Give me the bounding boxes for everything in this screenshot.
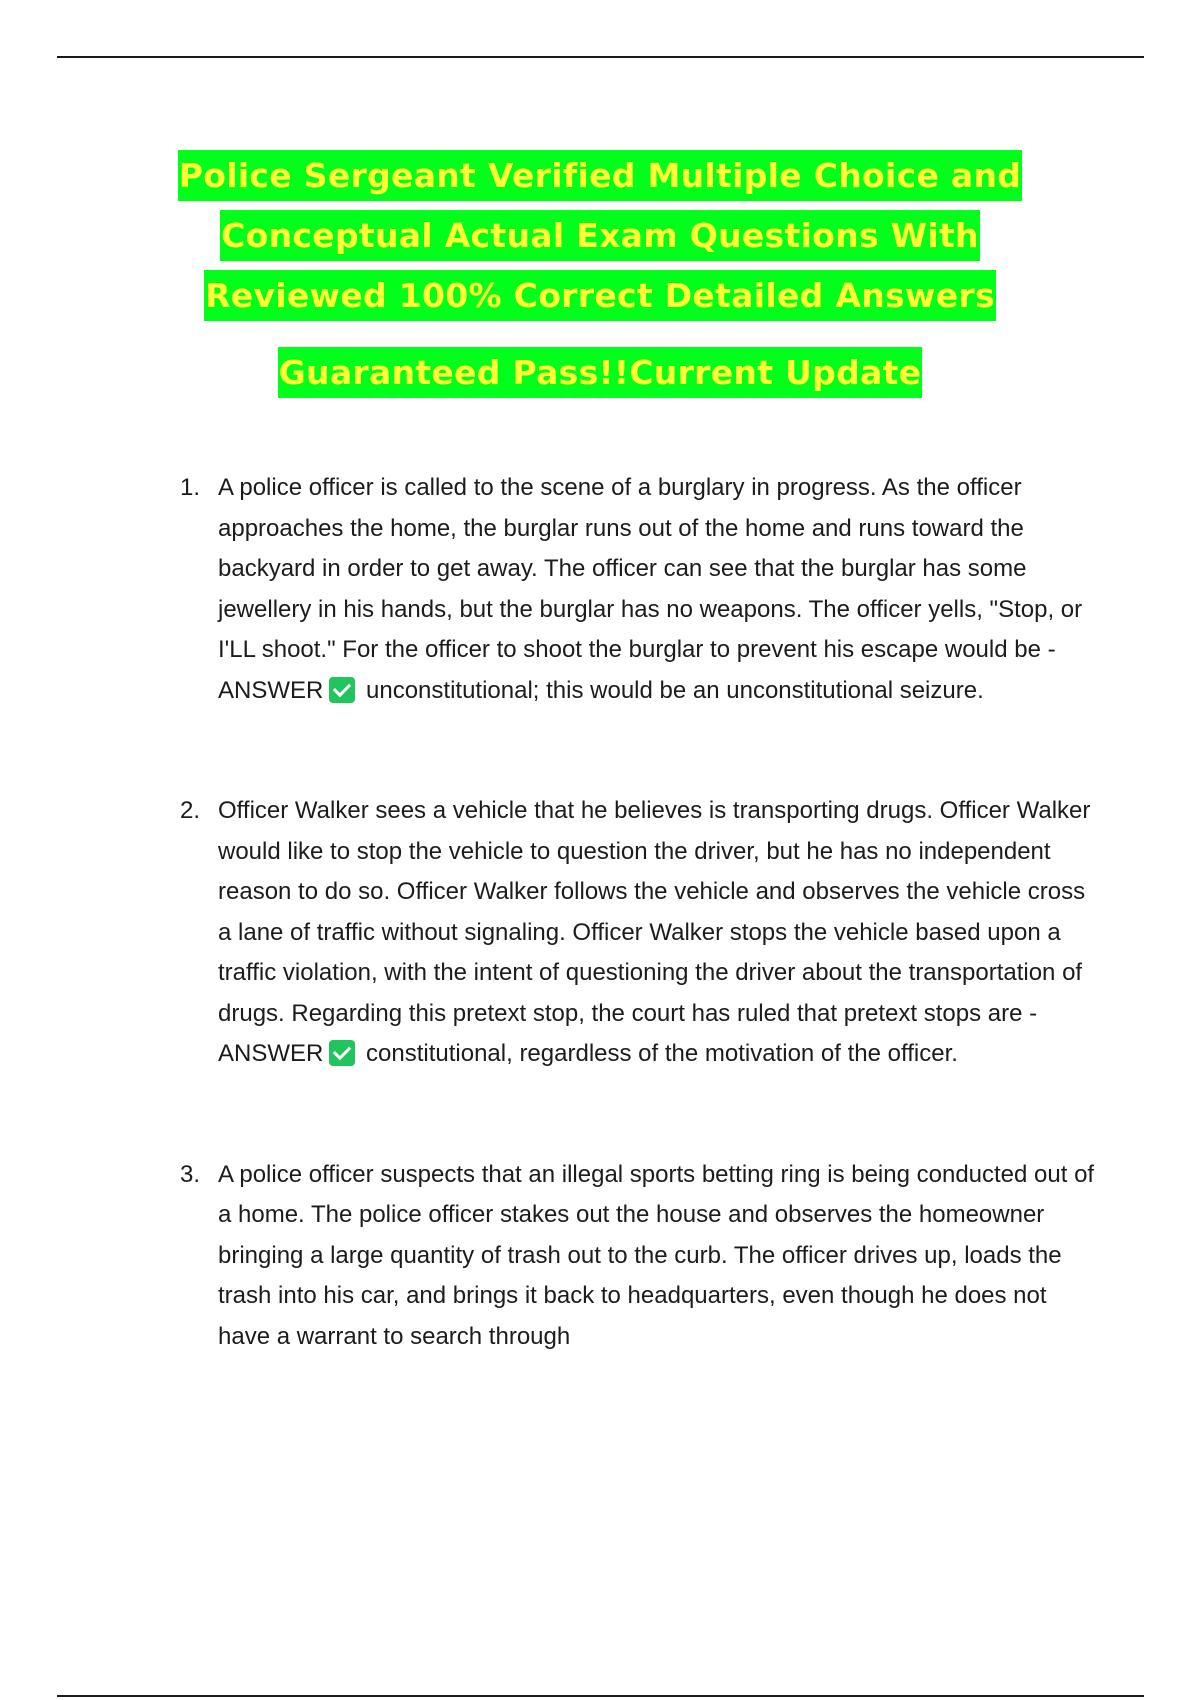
title-line-4: Guaranteed Pass!!Current Update [278, 347, 923, 398]
check-icon [329, 677, 355, 703]
question-text: A police officer suspects that an illegal sports betting ring is being conducted out of a home. The police officer stakes out the house and observes the homeowner bringing a large quantity of trash out to the curb. The officer drives up, loads the trash into his car, and brings it back to headquarters, even though he does not have a warrant to search through [218, 1160, 1095, 1350]
question-item [180, 791, 1100, 1075]
question-item [180, 1155, 1100, 1358]
answer-text: unconstitutional; this would be an unconstitutional seizure. [366, 676, 984, 704]
question-item [180, 468, 1100, 711]
question-number: 2. [180, 797, 201, 824]
question-text: A police officer is called to the scene of a burglary in progress. As the officer approaches the home, the burglar runs out of the home and runs toward the backyard in order to get away. The officer can see that the burglar has some jewellery in his hands, but the burglar has no weapons. The officer yells, "Stop, or I'LL shoot." For the officer to shoot the burglar to prevent his escape would be - [218, 474, 1083, 663]
check-icon [329, 1040, 355, 1066]
question-number: 3. [180, 1160, 201, 1188]
title-line-3: Reviewed 100% Correct Detailed Answers [204, 270, 996, 321]
answer-label: ANSWER [218, 1040, 324, 1067]
question-list [180, 468, 1100, 1357]
header-rule [57, 56, 1144, 58]
footer-rule [57, 1695, 1144, 1697]
answer-text: constitutional, regardless of the motivation of the officer. [366, 1040, 958, 1067]
title-line-1: Police Sergeant Verified Multiple Choice and [178, 150, 1022, 201]
answer-label: ANSWER [218, 676, 324, 704]
question-number: 1. [180, 474, 201, 501]
title-line-2: Conceptual Actual Exam Questions With [220, 210, 980, 261]
document-title [100, 150, 1100, 407]
question-text: Officer Walker sees a vehicle that he believes is transporting drugs. Officer Walker would like to stop the vehicle to question the driver, but he has no independent reason to do so. Officer Walker follows the vehicle and observes the vehicle cross a lane of traffic without signaling. Officer Walker stops the vehicle based upon a traffic violation, with the intent of questioning the driver about the transportation of drugs. Regarding this pretext stop, the court has ruled that pretext stops are - [218, 797, 1091, 1027]
